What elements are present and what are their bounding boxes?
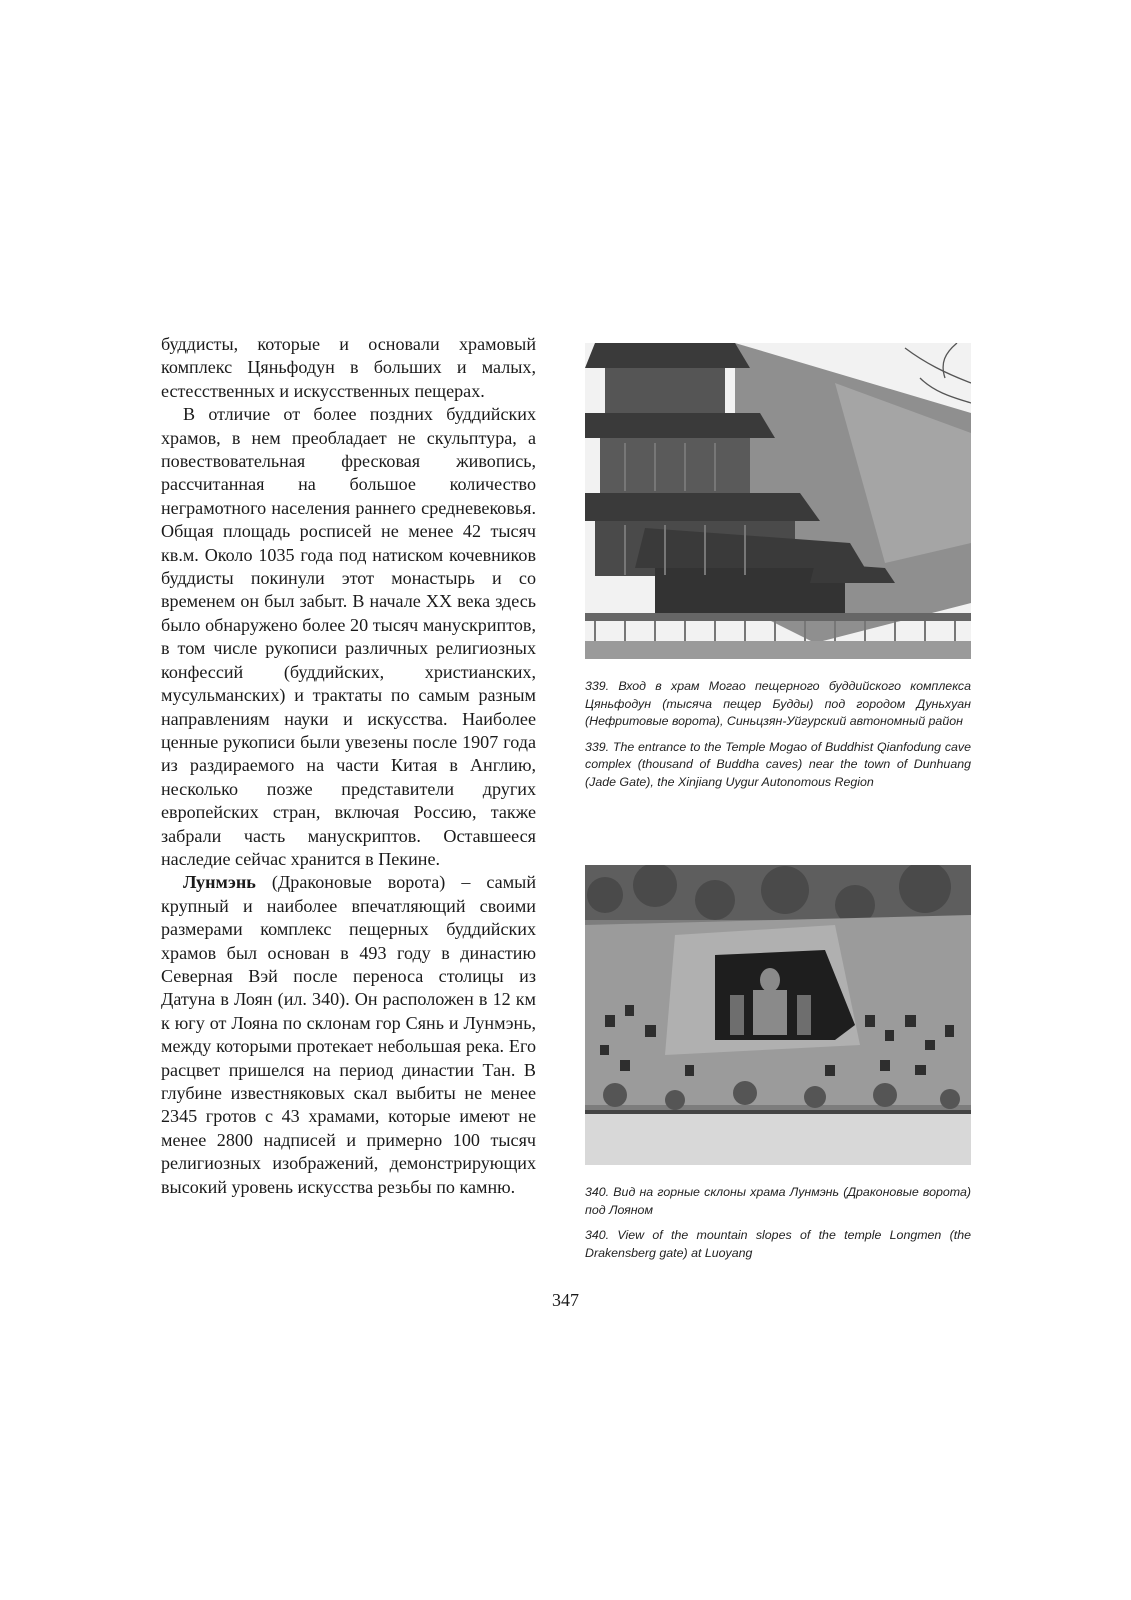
- photo-longmen-grottoes: [585, 865, 971, 1165]
- photo-mogao-temple: [585, 343, 971, 659]
- paragraph-3-text: (Драконовые ворота) – самый крупный и наиболее впечатляющий своими размерами комплекс пещерных буддийских храмов был основан в 493 году в династию Северная Вэй после переноса столицы из Датуна в Лоян (ил. 340). Он расположен в 12 км к югу от Лояна по склонам гор Сянь и Лунмэнь, между которыми протекает небольшая река. Его расцвет пришелся на период династии Тан. В глубине известняковых скал выбиты не менее 2345 гротов с 43 храмами, которые имеют не менее 2800 надписей и примерно 100 тысяч религиозных изображений, демонстрирующих высокий уровень искусства резьбы по камню.: [161, 872, 536, 1197]
- caption-339-ru: 339. Вход в храм Могао пещерного буддийского комплекса Цяньфодун (тысяча пещер Будды) под городом Дуньхуан (Нефритовые ворота), Синьцзян-Уйгурский автономный район: [585, 679, 971, 728]
- paragraph-1: буддисты, которые и основали храмовый комплекс Цяньфодун в больших и малых, естесственных и искусственных пещерах.: [161, 334, 536, 401]
- figure-339: [585, 343, 971, 791]
- page-number: 347: [552, 1290, 579, 1310]
- body-text-column: [161, 333, 536, 1199]
- paragraph-3: [161, 871, 536, 1199]
- paragraph-2: В отличие от более поздних буддийских храмов, в нем преобладает не скульптура, а повествовательная фресковая живопись, рассчитанная на большое количество неграмотного населения раннего средневековья. Общая площадь росписей не менее 42 тысяч кв.м. Около 1035 года под натиском кочевников буддисты покинули этот монастырь и со временем он был забыт. В начале ХХ века здесь было обнаружено более 20 тысяч манускриптов, в том числе рукописи различных религиозных конфессий (буддийских, христианских, мусульманских) и трактаты по самым разным направлениям науки и искусства. Наиболее ценные рукописи были увезены после 1907 года из раздираемого на части Китая в Англию, несколько позже представители других европейских стран, включая Россию, также забрали часть манускриптов. Оставшееся наследие сейчас хранится в Пекине.: [161, 404, 536, 869]
- caption-340-en: 340. View of the mountain slopes of the temple Longmen (the Drakensberg gate) at Luoyang: [585, 1228, 971, 1260]
- figure-340: [585, 865, 971, 1262]
- caption-340-ru: 340. Вид на горные склоны храма Лунмэнь (Драконовые ворота) под Лояном: [585, 1185, 971, 1217]
- term-longmen: Лунмэнь: [183, 872, 256, 893]
- caption-339-en: 339. The entrance to the Temple Mogao of Buddhist Qianfodung cave complex (thousand of Buddha caves) near the town of Dunhuang (Jade Gate), the Xinjiang Uygur Autonomous Region: [585, 739, 971, 789]
